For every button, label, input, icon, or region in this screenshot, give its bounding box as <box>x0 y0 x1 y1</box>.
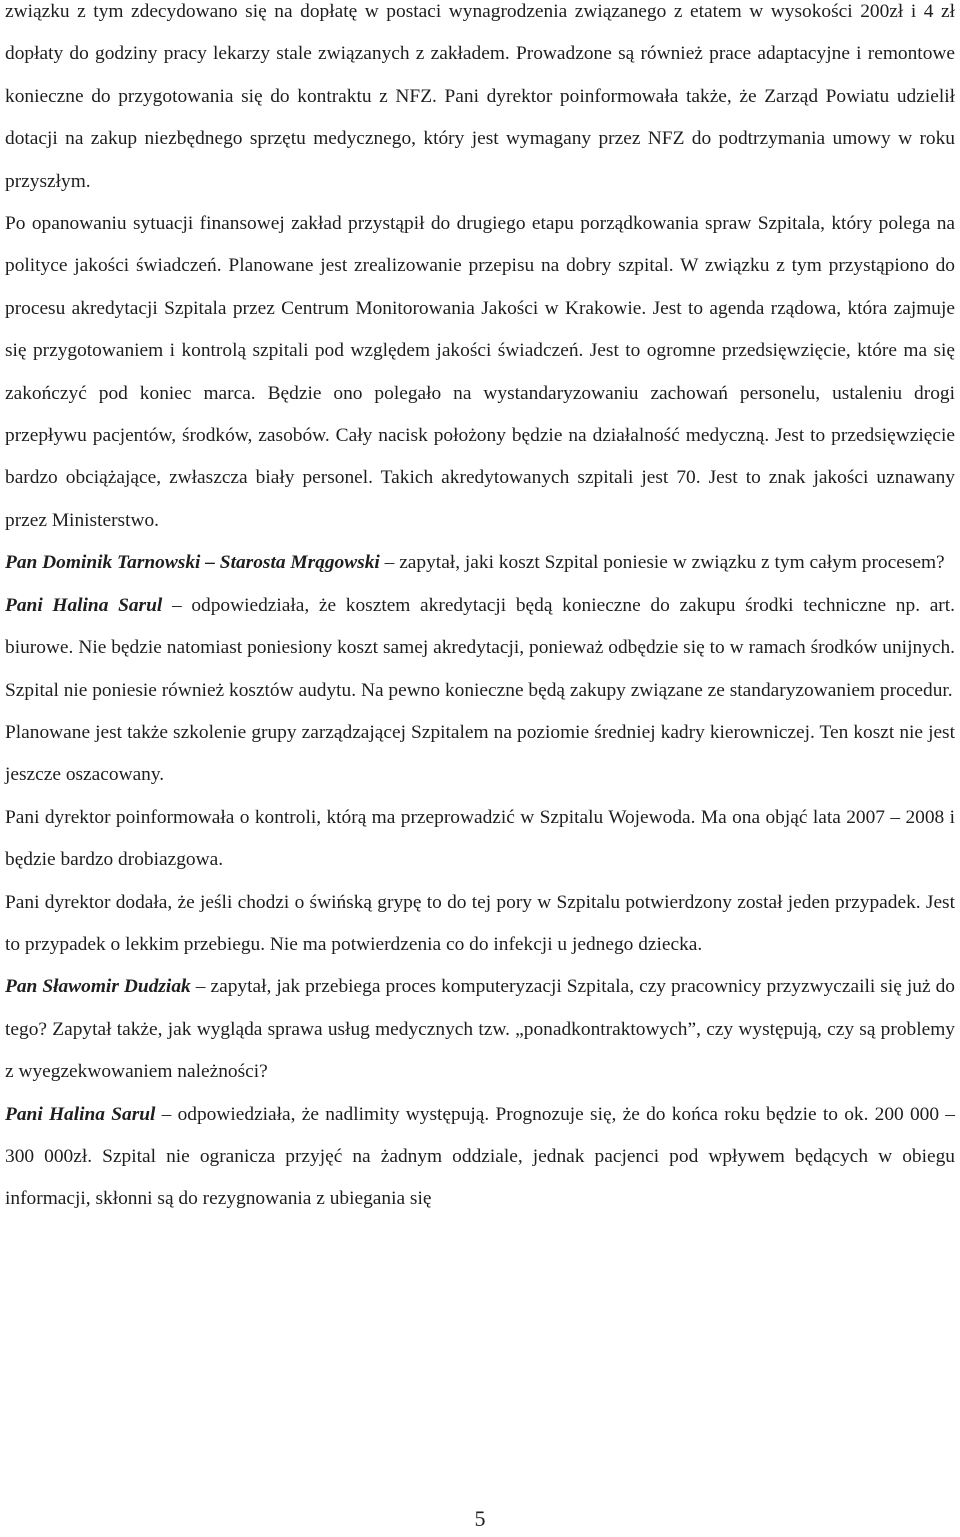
speaker-name: Pan Sławomir Dudziak <box>5 976 191 998</box>
paragraph-3-text: zapytał, jaki koszt Szpital poniesie w związku z tym całym procesem? <box>399 552 945 574</box>
speaker-name: Pani Halina Sarul <box>5 1103 156 1125</box>
paragraph-2-text: Po opanowaniu sytuacji finansowej zakład przystąpił do drugiego etapu porządkowania spraw Szpitala, który polega na polityce jakości świadczeń. Planowane jest zrealizowanie przepisu na dobry szpital. W związku z tym przystąpiono do procesu akredytacji Szpitala przez Centrum Monitorowania Jakości w Krakowie. Jest to agenda rządowa, która zajmuje się przygotowaniem i kontrolą szpitali pod względem jakości świadczeń. Jest to ogromne przedsięwzięcie, które ma się zakończyć pod koniec marca. Będzie ono polegało na wystandaryzowaniu zachowań personelu, ustaleniu drogi przepływu pacjentów, środków, zasobów. Cały nacisk położony będzie na działalność medyczną. Jest to przedsięwzięcie bardzo obciążające, zwłaszcza biały personel. Takich akredytowanych szpitali jest 70. Jest to znak jakości uznawany przez Ministerstwo. <box>5 213 955 531</box>
speaker-name: Pani Halina Sarul <box>5 594 163 616</box>
paragraph-4 <box>5 585 955 712</box>
paragraph-5 <box>5 712 955 797</box>
paragraph-3 <box>5 542 955 584</box>
paragraph-7-text: Pani dyrektor dodała, że jeśli chodzi o świńską grypę to do tej pory w Szpitalu potwierdzony został jeden przypadek. Jest to przypadek o lekkim przebiegu. Nie ma potwierdzenia co do infekcji u jednego dziecka. <box>5 891 955 955</box>
paragraph-8-text: zapytał, jak przebiega proces komputeryzacji Szpitala, czy pracownicy przyzwyczaili się już do tego? Zapytał także, jak wygląda sprawa usług medycznych tzw. „ponadkontraktowych”, czy występują, czy są problemy z wyegzekwowaniem należności? <box>5 976 955 1083</box>
speaker-separator: – <box>162 594 192 616</box>
paragraph-9-text: odpowiedziała, że nadlimity występują. Prognozuje się, że do końca roku będzie to ok. 200 000 – 300 000zł. Szpital nie ogranicza przyjęć na żadnym oddziale, jednak pacjenci pod wpływem będących w obiegu informacji, skłonni są do rezygnowania z ubiegania się <box>5 1103 956 1210</box>
paragraph-4-text: odpowiedziała, że kosztem akredytacji będą konieczne do zakupu środki techniczne np. art. biurowe. Nie będzie natomiast poniesiony koszt samej akredytacji, ponieważ odbędzie się to w ramach środków unijnych. Szpital nie poniesie również kosztów audytu. Na pewno konieczne będą zakupy związane ze standaryzowaniem procedur. <box>5 594 956 701</box>
paragraph-6 <box>5 797 955 882</box>
paragraph-1 <box>5 0 955 203</box>
speaker-separator: – <box>155 1103 178 1125</box>
paragraph-9 <box>5 1094 955 1221</box>
paragraph-1-text: związku z tym zdecydowano się na dopłatę w postaci wynagrodzenia związanego z etatem w wysokości 200zł i 4 zł dopłaty do godziny pracy lekarzy stale związanych z zakładem. Prowadzone są również prace adaptacyjne i remontowe konieczne do przygotowania się do kontraktu z NFZ. Pani dyrektor poinformowała także, że Zarząd Powiatu udzielił dotacji na zakup niezbędnego sprzętu medycznego, który jest wymagany przez NFZ do podtrzymania umowy w roku przyszłym. <box>5 1 955 192</box>
paragraph-2 <box>5 203 955 542</box>
paragraph-6-text: Pani dyrektor poinformowała o kontroli, którą ma przeprowadzić w Szpitalu Wojewoda. Ma ona objąć lata 2007 – 2008 i będzie bardzo drobiazgowa. <box>5 806 955 871</box>
paragraph-7 <box>5 882 955 967</box>
document-page <box>5 0 955 1221</box>
paragraph-8 <box>5 966 955 1093</box>
page-number: 5 <box>474 1506 486 1531</box>
speaker-name: Pan Dominik Tarnowski – Starosta Mrągowski <box>5 552 380 574</box>
speaker-separator: – <box>379 552 400 574</box>
speaker-separator: – <box>190 976 211 998</box>
paragraph-5-text: Planowane jest także szkolenie grupy zarządzającej Szpitalem na poziomie średniej kadry kierowniczej. Ten koszt nie jest jeszcze oszacowany. <box>5 721 955 786</box>
